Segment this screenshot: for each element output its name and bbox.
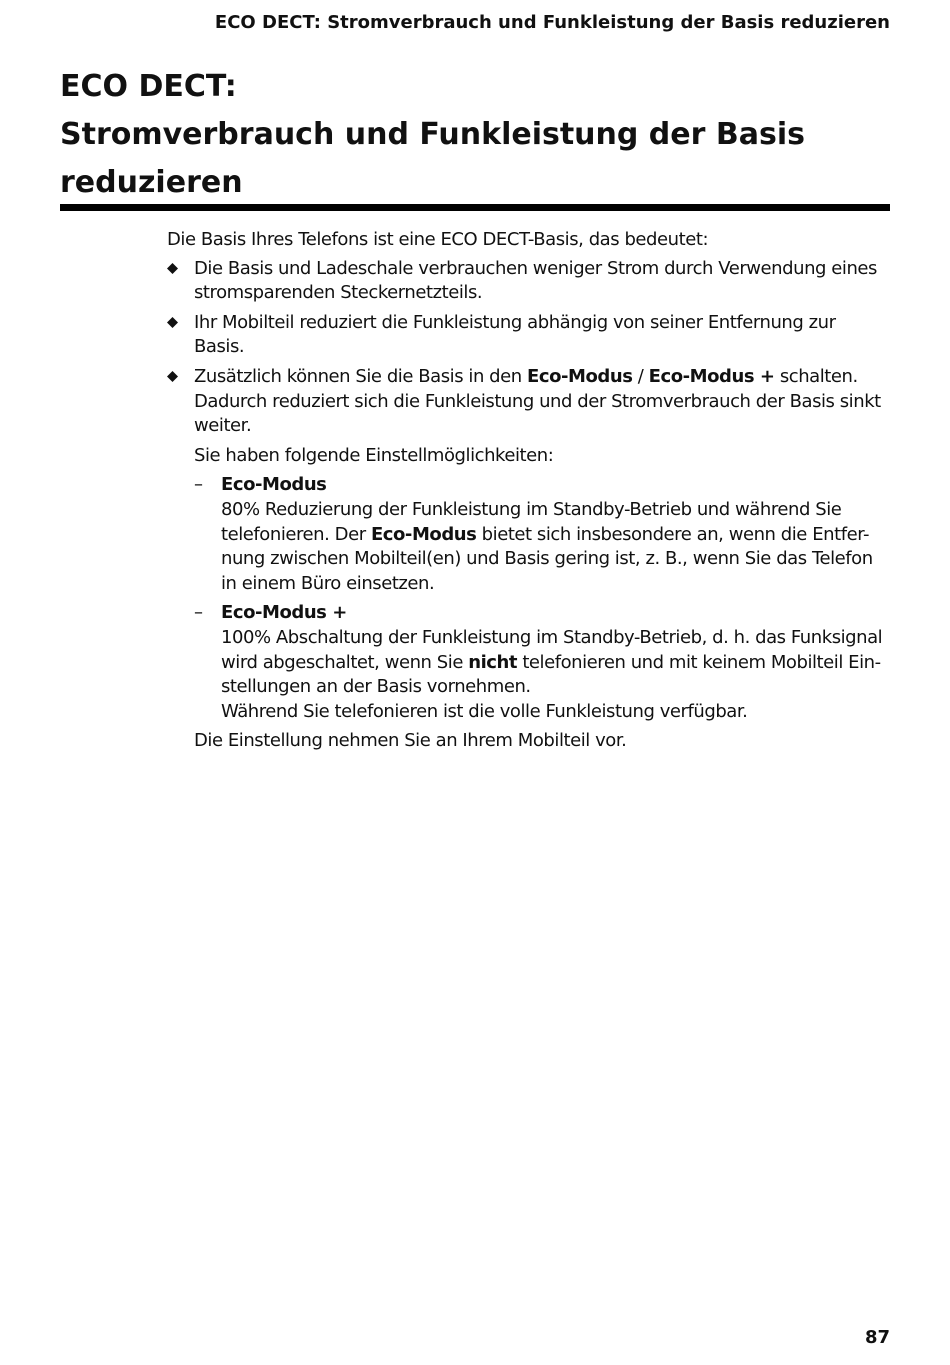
eco-mode-term: Eco-Modus xyxy=(527,365,633,387)
bullet-line: weiter. xyxy=(194,415,252,437)
page-title xyxy=(60,63,890,207)
text-span: Zusätzlich können Sie die Basis in den xyxy=(194,365,528,387)
bullet-line: stromsparenden Steckernetzteils. xyxy=(194,282,483,304)
bullet-item-power-supply xyxy=(167,257,895,306)
page-number: 87 xyxy=(864,1327,890,1348)
page-title-line-3: reduzieren xyxy=(60,165,243,200)
text-span: telefonieren und mit keinem Mobilteil Ein- xyxy=(517,651,881,673)
running-header: ECO DECT: Stromverbrauch und Funkleistung der Basis reduzieren xyxy=(214,12,890,33)
option-line: nung zwischen Mobilteil(en) und Basis gering ist, z. B., wenn Sie das Telefon xyxy=(221,548,873,570)
body-content xyxy=(167,228,895,759)
intro-paragraph: Die Basis Ihres Telefons ist eine ECO DECT-Basis, das bedeutet: xyxy=(167,229,709,250)
closing-paragraph: Die Einstellung nehmen Sie an Ihrem Mobilteil vor. xyxy=(194,730,627,752)
eco-mode-plus-term: Eco-Modus + xyxy=(648,365,775,387)
diamond-bullet-icon xyxy=(167,371,178,382)
option-eco-mode-plus xyxy=(167,601,895,724)
option-line xyxy=(221,523,895,548)
option-line: Während Sie telefonieren ist die volle Funkleistung verfügbar. xyxy=(221,700,748,722)
diamond-bullet-icon xyxy=(167,317,178,328)
emphasis-nicht: nicht xyxy=(468,651,518,673)
title-rule xyxy=(60,204,890,211)
option-name: Eco-Modus + xyxy=(221,602,347,624)
option-line xyxy=(221,651,895,676)
text-span: schalten. xyxy=(774,365,858,387)
text-span: / xyxy=(632,365,649,387)
option-eco-mode xyxy=(167,473,895,596)
dash-marker: – xyxy=(194,474,203,496)
text-span: telefonieren. Der xyxy=(221,523,371,545)
text-span: bietet sich insbesondere an, wenn die Entfer- xyxy=(476,523,870,545)
diamond-bullet-icon xyxy=(167,263,178,274)
options-intro: Sie haben folgende Einstellmöglichkeiten: xyxy=(194,444,554,466)
page-title-line-2: Stromverbrauch und Funkleistung der Basis xyxy=(60,117,805,152)
bullet-line: Die Basis und Ladeschale verbrauchen weniger Strom durch Verwendung eines xyxy=(194,257,877,279)
bullet-item-handset-power xyxy=(167,311,895,360)
option-line: 80% Reduzierung der Funkleistung im Standby-Betrieb und während Sie xyxy=(221,498,842,520)
bullet-line xyxy=(194,365,895,390)
page-title-line-1: ECO DECT: xyxy=(60,69,237,104)
bullet-line: Ihr Mobilteil reduziert die Funkleistung abhängig von seiner Entfernung zur xyxy=(194,311,836,333)
eco-mode-term: Eco-Modus xyxy=(370,523,477,545)
bullet-line: Basis. xyxy=(194,336,245,358)
option-line: stellungen an der Basis vornehmen. xyxy=(221,676,531,698)
bullet-line: Dadurch reduziert sich die Funkleistung und der Stromverbrauch der Basis sinkt xyxy=(194,390,881,412)
option-line: 100% Abschaltung der Funkleistung im Standby-Betrieb, d. h. das Funksignal xyxy=(221,626,883,648)
dash-marker: – xyxy=(194,602,203,624)
option-name: Eco-Modus xyxy=(221,474,327,496)
bullet-item-eco-mode xyxy=(167,365,895,439)
text-span: wird abgeschaltet, wenn Sie xyxy=(221,651,469,673)
option-line: in einem Büro einsetzen. xyxy=(221,572,435,594)
